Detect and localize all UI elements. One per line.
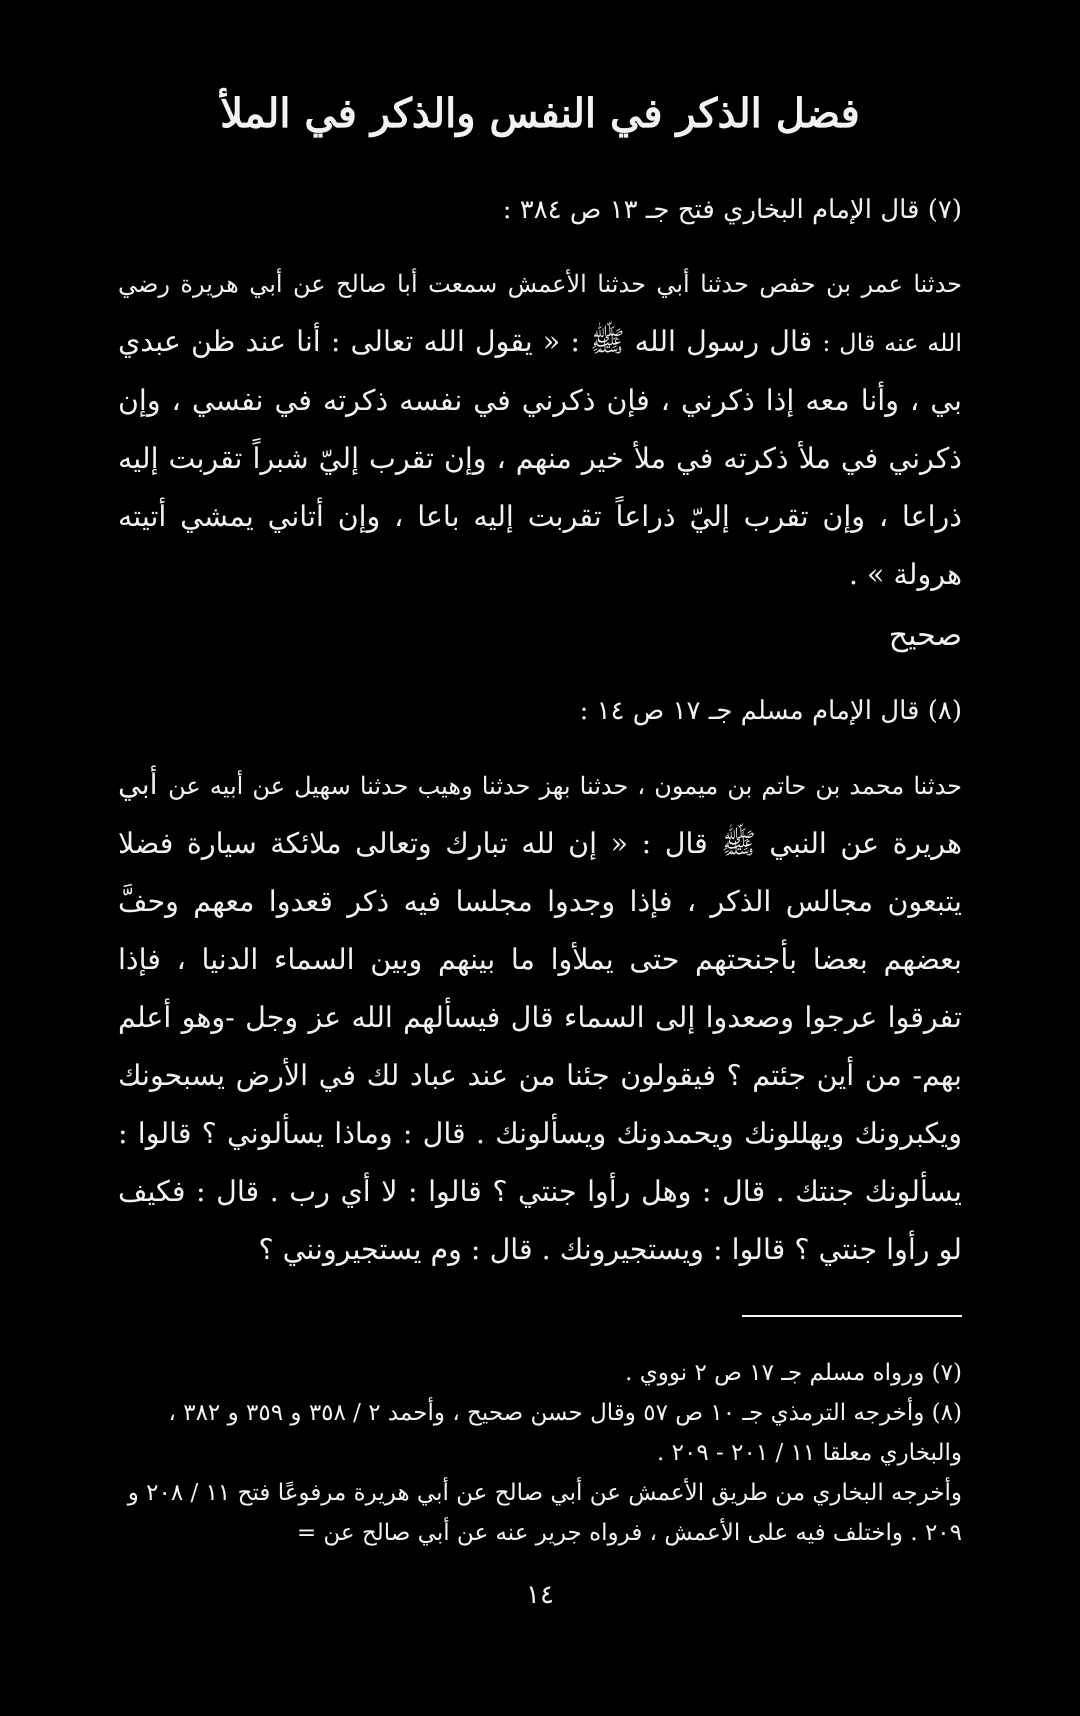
footnote: وأخرجه البخاري من طريق الأعمش عن أبي صالح عن أبي هريرة مرفوعًا فتح ١١ / ٢٠٨ و ٢٠٩ . واختلف فيه على الأعمش ، فرواه جرير عنه عن أبي صالح عن = bbox=[127, 1479, 962, 1546]
footnote: (٧) ورواه مسلم جـ ١٧ ص ٢ نووي . bbox=[625, 1359, 962, 1386]
grade-label: صحيح bbox=[888, 618, 962, 654]
footnotes bbox=[118, 1353, 962, 1553]
narration-chain: حدثنا عمر بن حفص حدثنا أبي حدثنا الأعمش سمعت أبا صالح عن أبي هريرة رضي الله عنه قال : bbox=[118, 270, 963, 358]
source-reference: (٨) قال الإمام مسلم جـ ١٧ ص ١٤ : bbox=[579, 696, 962, 727]
hadith-body: أبي هريرة عن النبي ﷺ قال : « إن لله تبارك وتعالى ملائكة سيارة فضلا يتبعون مجالس الذكر ، فإذا وجدوا مجلسا فيه ذكر قعدوا معهم وحفَّ بعضهم بعضا بأجنحتهم حتى يملأوا ما بينهم وبين السماء الدنيا ، فإذا تفرقوا عرجوا وصعدوا إلى السماء قال فيسألهم الله عز وجل -وهو أعلم بهم- من أين جئتم ؟ فيقولون جئنا من عند عباد لك في الأرض يسبحونك ويكبرونك ويهللونك ويحمدونك ويسألونك . قال : وماذا يسألوني ؟ قالوا : يسألونك جنتك . قال : وهل رأوا جنتي ؟ قالوا : لا أي رب . قال : فكيف لو رأوا جنتي ؟ قالوا : ويستجيرونك . قال : وم يستجيرونني ؟ bbox=[118, 767, 962, 1266]
hadith-body: قال رسول الله ﷺ : « يقول الله تعالى : أنا عند ظن عبدي بي ، وأنا معه إذا ذكرني ، فإن ذكرني في نفسه ذكرته في نفسي ، وإن ذكرني في ملأ ذكرته في ملأ خير منهم ، وإن تقرب إليّ شبراً تقربت إليه ذراعا ، وإن تقرب إليّ ذراعاً تقربت إليه باعا ، وإن أتاني يمشي أتيته هرولة » . bbox=[118, 325, 962, 592]
footnote: (٨) وأخرجه الترمذي جـ ١٠ ص ٥٧ وقال حسن صحيح ، وأحمد ٢ / ٣٥٨ و ٣٥٩ و ٣٨٢ ، والبخاري معلقا ١١ / ٢٠١ - ٢٠٩ . bbox=[168, 1399, 962, 1466]
page-title: فضل الذكر في النفس والذكر في الملأ bbox=[220, 90, 860, 137]
footnote-divider bbox=[742, 1315, 962, 1317]
hadith-text bbox=[118, 756, 962, 1279]
hadith-text bbox=[118, 254, 962, 604]
hadith-section-8 bbox=[118, 693, 962, 1278]
source-reference: (٧) قال الإمام البخاري فتح جـ ١٣ ص ٣٨٤ : bbox=[502, 195, 962, 225]
hadith-section-7 bbox=[118, 192, 962, 655]
narration-chain: حدثنا محمد بن حاتم بن ميمون ، حدثنا بهز حدثنا وهيب حدثنا سهيل عن أبيه عن bbox=[168, 771, 962, 800]
page-number: ١٤ bbox=[526, 1580, 554, 1610]
